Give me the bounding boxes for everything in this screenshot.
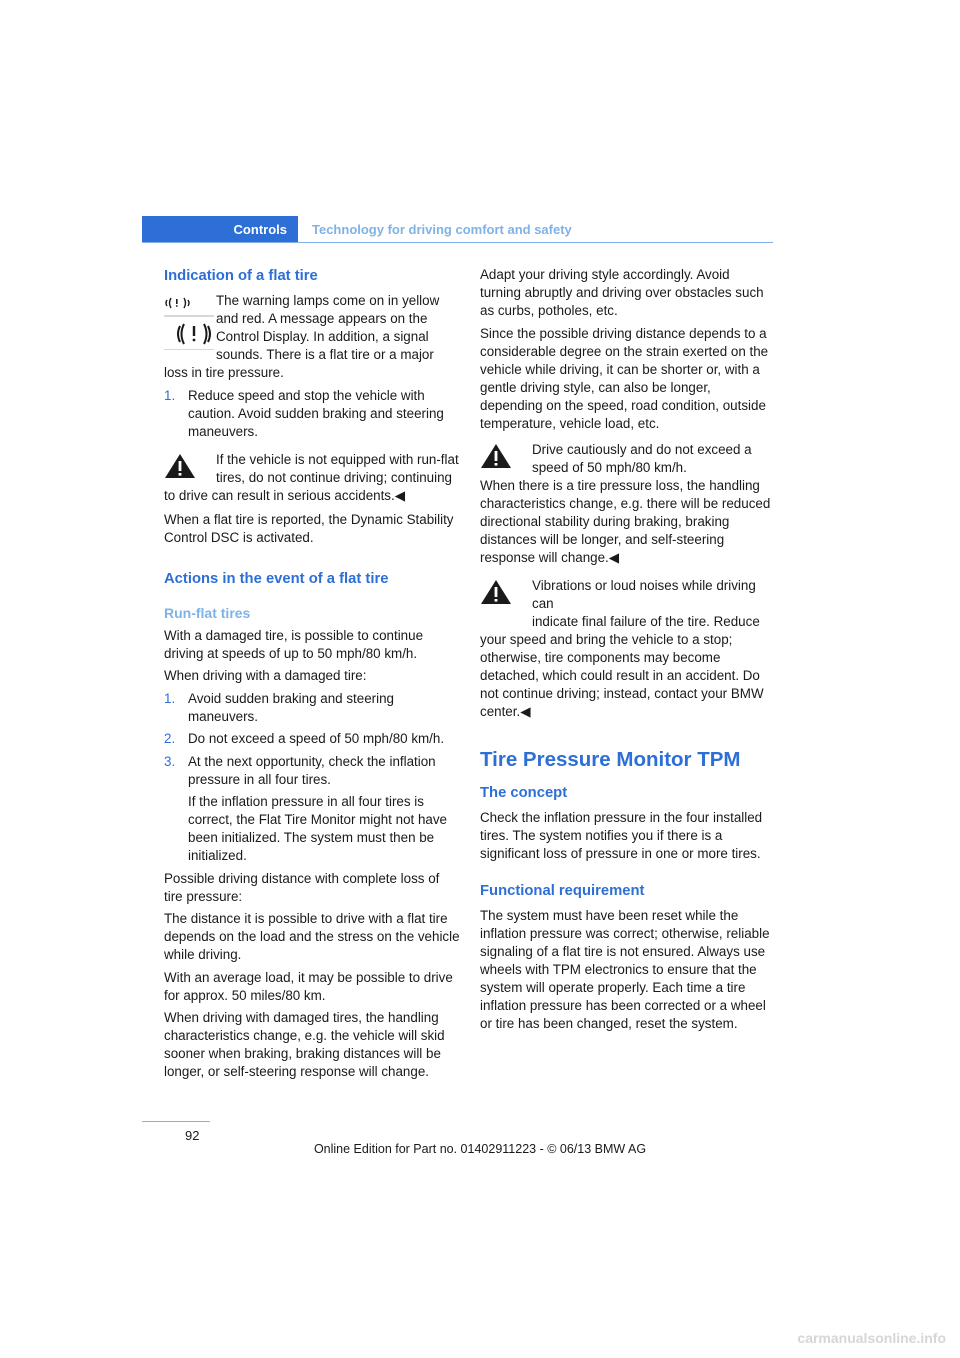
warning-text-a: Drive cautiously and do not exceed a [532,441,752,457]
right-column [480,266,774,1037]
warning-text-b: indicate final failure of the tire. Reduce [532,613,760,629]
warning-lamps-text-a: The warning lamps come on in yellow [216,293,440,308]
warning-text-c: When there is a tire pressure loss, the handling characteristics change, e.g. there will be reduced directional stability during braking, braking distances will be longer, and self-steering response will change.◀ [480,477,771,565]
adapt-paragraph: Adapt your driving style accordingly. Avoid turning abruptly and driving over obstacles such as curbs, potholes, etc. [480,267,764,318]
warning-lamps-text-d: sounds. There is a flat tire or a major [216,347,434,362]
warning-lamps-paragraph [164,292,460,382]
list-item [164,730,460,748]
average-load-paragraph: With an average load, it may be possible to drive for approx. 50 miles/80 km. [164,969,453,1003]
list-item [164,753,460,866]
warning-lamps-text-c: Control Display. In addition, a signal [216,329,429,344]
warning-lamps-text-b: and red. A message appears on the [216,311,428,326]
list-item [164,387,460,441]
page-number-rule [142,1121,210,1122]
heading-tpm: Tire Pressure Monitor TPM [480,747,741,771]
list-text: Avoid sudden braking and steering maneuvers. [188,690,394,724]
runflat-paragraph: With a damaged tire, is possible to continue driving at speeds of up to 50 mph/80 km/h. [164,627,424,661]
warning-runflat [164,451,460,505]
watermark: carmanualsonline.info [797,1330,946,1346]
header-title: Technology for driving comfort and safety [312,222,572,237]
warning-vibrations [480,577,774,721]
concept-paragraph: Check the inflation pressure in the four installed tires. The system notifies you if there is a significant loss of pressure in one or more tires. [480,809,763,861]
left-column [164,266,460,1086]
functional-paragraph: The system must have been reset while the inflation pressure was correct; otherwise, reliable signaling of a flat tire is not ensured. Always use wheels with TPM electronics to ensure that the system will operate properly. Each time a tire inflation pressure has been corrected or a wheel or tire has been changed, reset the system. [480,907,770,1031]
since-paragraph: Since the possible driving distance depends to a considerable degree on the strain exerted on the vehicle while driving, it can be shorter or, with a gentle driving style, can also be longer, depending on the speed, road condition, outside temperature, vehicle load, etc. [480,325,769,431]
dsc-paragraph: When a flat tire is reported, the Dynamic Stability Control DSC is activated. [164,511,454,545]
list-number: 1. [164,690,176,706]
when-driving-paragraph: When driving with a damaged tire: [164,668,367,683]
heading-indication: Indication of a flat tire [164,268,318,284]
handling-paragraph: When driving with damaged tires, the handling characteristics change, e.g. the vehicle will skid sooner when braking, braking distances will be longer, or self-steering response will change. [164,1010,445,1079]
list-number: 1. [164,387,176,403]
warning-lamps-text-e: loss in tire pressure. [164,365,284,380]
section-tab: Controls [142,216,298,242]
footer-text: Online Edition for Part no. 01402911223 - © 06/13 BMW AG [313,1142,647,1156]
heading-runflat: Run-flat tires [164,604,251,621]
warning-text-c: your speed and bring the vehicle to a stop; otherwise, tire components may become detached, which could result in an accident. Do not continue driving; instead, contact your BMW center.◀ [480,631,764,719]
heading-functional: Functional requirement [480,882,645,899]
warning-text-b: speed of 50 mph/80 km/h. [532,459,687,475]
list-text: Reduce speed and stop the vehicle with caution. Avoid sudden braking and steering maneuvers. [188,387,444,439]
warning-triangle-icon [480,579,512,605]
list-text: At the next opportunity, check the inflation pressure in all four tires. [188,753,436,787]
warning-triangle-icon [480,443,512,469]
list-item [164,690,460,726]
list-number: 3. [164,753,176,769]
warning-text-a: Vibrations or loud noises while driving can [532,577,756,611]
heading-concept: The concept [480,784,568,801]
warning-triangle-icon [164,453,196,479]
list-number: 2. [164,731,176,746]
list-text: Do not exceed a speed of 50 mph/80 km/h. [188,731,445,746]
warning-text-a: If the vehicle is not equipped with run-flat [216,451,459,467]
heading-actions: Actions in the event of a flat tire [164,570,389,587]
page-number: 92 [185,1128,200,1143]
tire-pressure-warning-icon [164,294,214,350]
warning-text-b: tires, do not continue driving; continuing [216,469,452,485]
list-subtext: If the inflation pressure in all four tires is correct, the Flat Tire Monitor might not have been initialized. The system must then be initialized. [188,794,447,863]
possible-distance-paragraph: Possible driving distance with complete loss of tire pressure: [164,870,440,904]
warning-speed [480,441,774,567]
distance-depends-paragraph: The distance it is possible to drive with a flat tire depends on the load and the stress on the vehicle while driving. [164,911,460,962]
warning-text-c: to drive can result in serious accidents.◀ [164,487,406,503]
page-header [142,216,773,243]
